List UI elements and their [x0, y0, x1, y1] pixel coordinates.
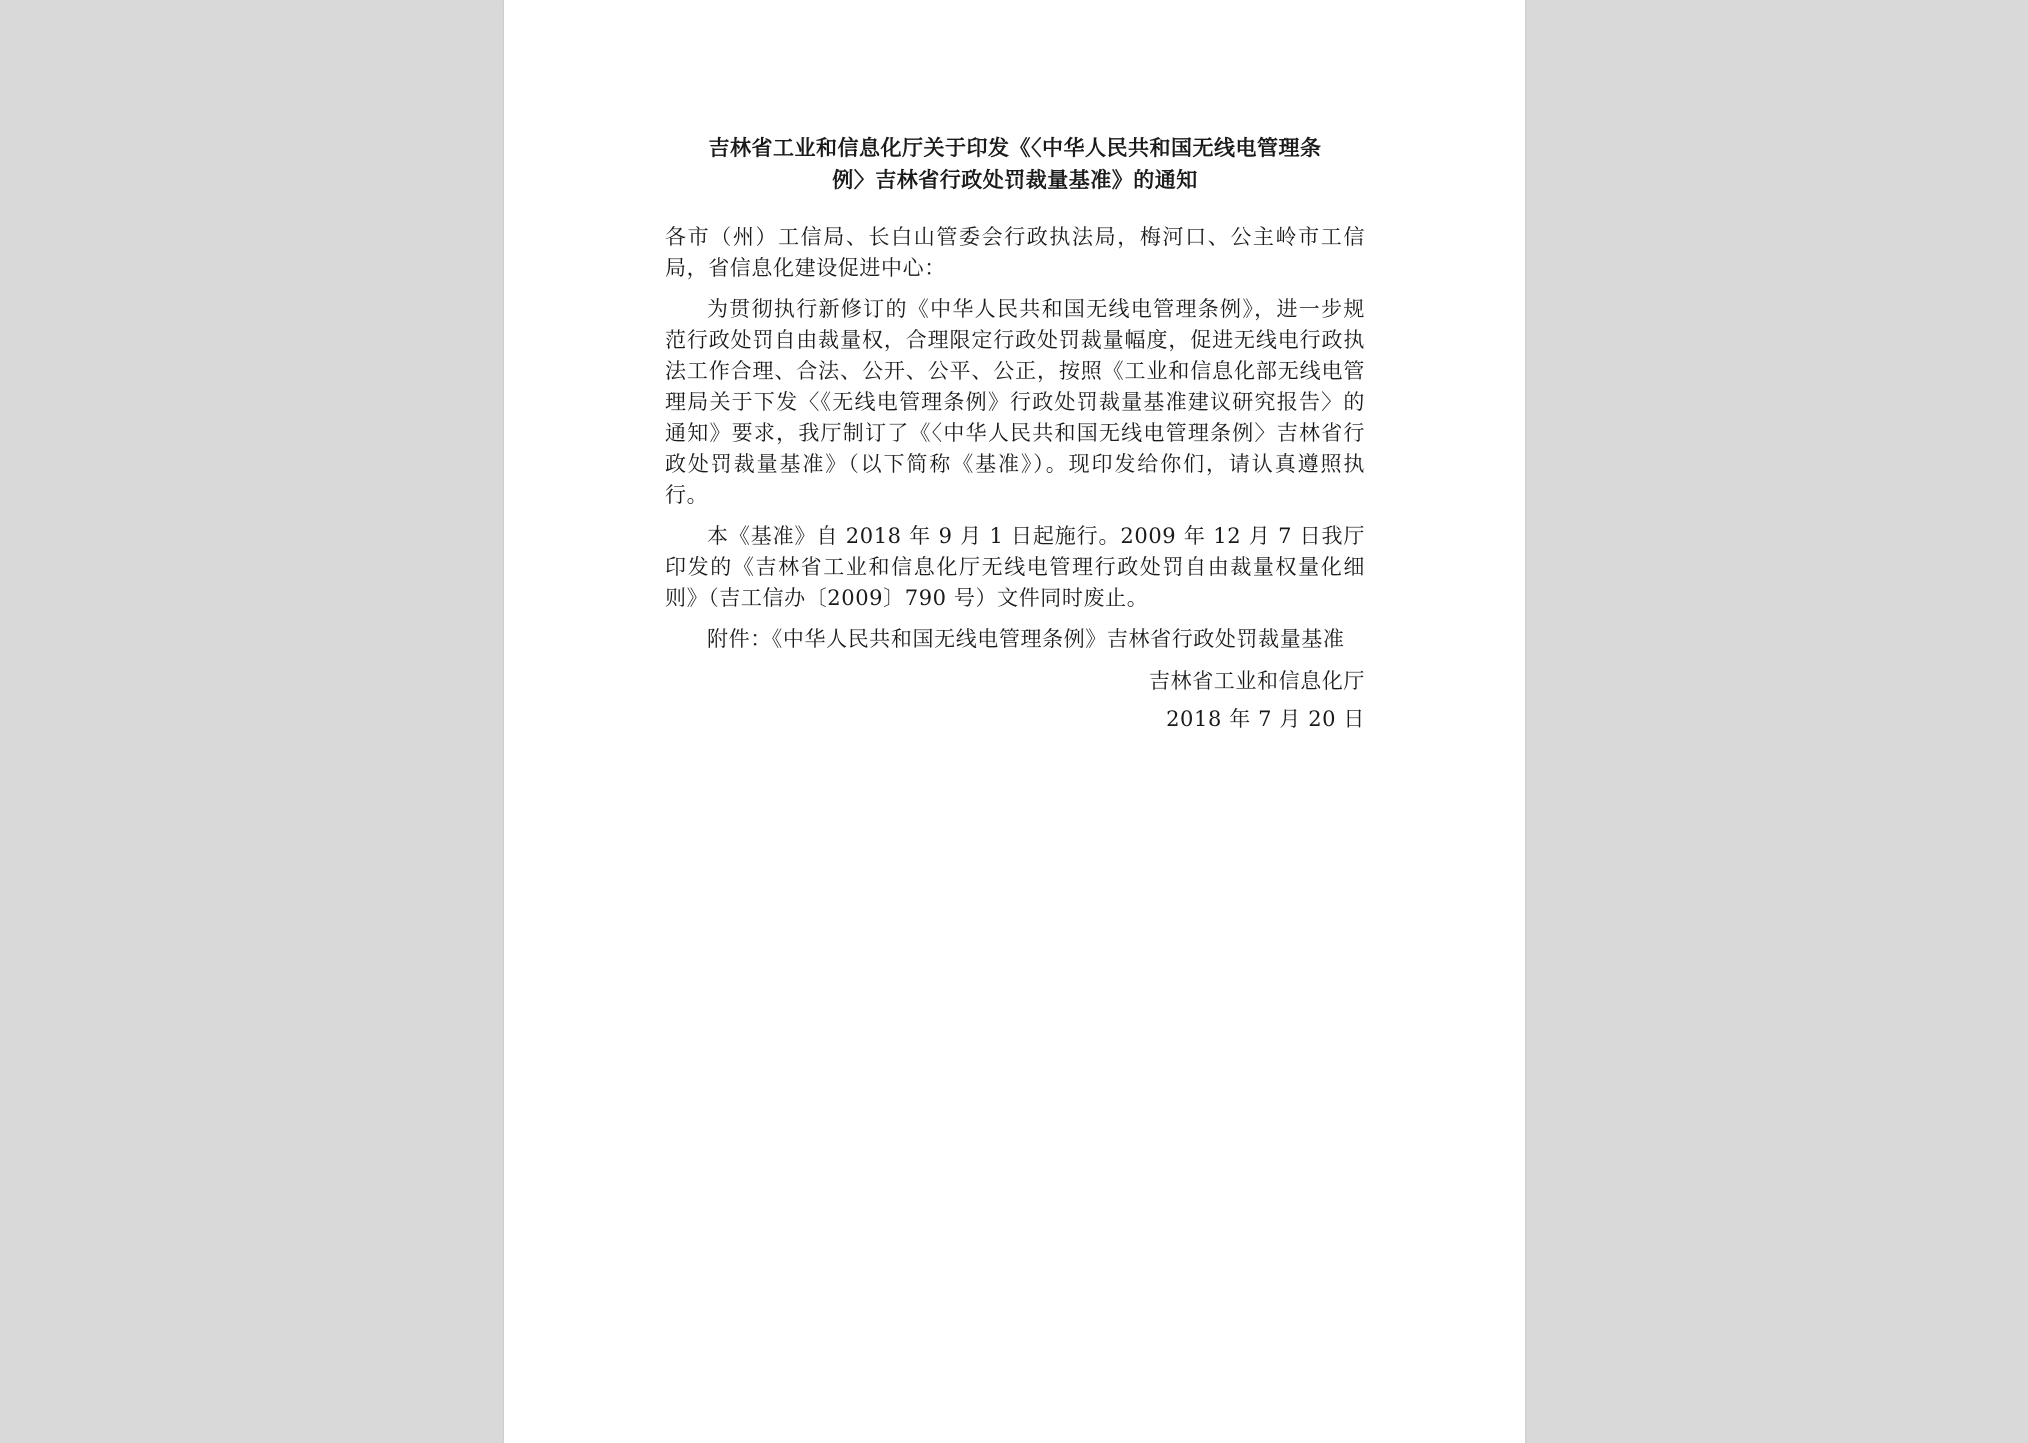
- title-line-1: 吉林省工业和信息化厅关于印发《〈中华人民共和国无线电管理条: [708, 136, 1322, 160]
- signature-date: 2018 年 7 月 20 日: [1166, 707, 1365, 731]
- title-line-2: 例〉吉林省行政处罚裁量基准》的通知: [832, 168, 1198, 192]
- salutation: 各市（州）工信局、长白山管委会行政执法局，梅河口、公主岭市工信局，省信息化建设促进中心：: [665, 225, 1365, 280]
- body-paragraph-1: 为贯彻执行新修订的《中华人民共和国无线电管理条例》，进一步规范行政处罚自由裁量权，合理限定行政处罚裁量幅度，促进无线电行政执法工作合理、合法、公开、公平、公正，按照《工业和信息化部无线电管理局关于下发〈《无线电管理条例》行政处罚裁量基准建议研究报告〉的通知》要求，我厅制订了《〈中华人民共和国无线电管理条例〉吉林省行政处罚裁量基准》（以下简称《基准》）。现印发给你们，请认真遵照执行。: [665, 297, 1365, 507]
- signature-organization: 吉林省工业和信息化厅: [1149, 669, 1365, 693]
- document-page: [504, 0, 1525, 1443]
- page-content: [665, 132, 1365, 735]
- body-paragraph-2: 本《基准》自 2018 年 9 月 1 日起施行。2009 年 12 月 7 日我厅印发的《吉林省工业和信息化厅无线电管理行政处罚自由裁量权量化细则》（吉工信办〔2009〕790 号）文件同时废止。: [665, 524, 1365, 610]
- document-title: [665, 132, 1365, 196]
- attachment-note: 附件：《中华人民共和国无线电管理条例》吉林省行政处罚裁量基准: [707, 627, 1345, 651]
